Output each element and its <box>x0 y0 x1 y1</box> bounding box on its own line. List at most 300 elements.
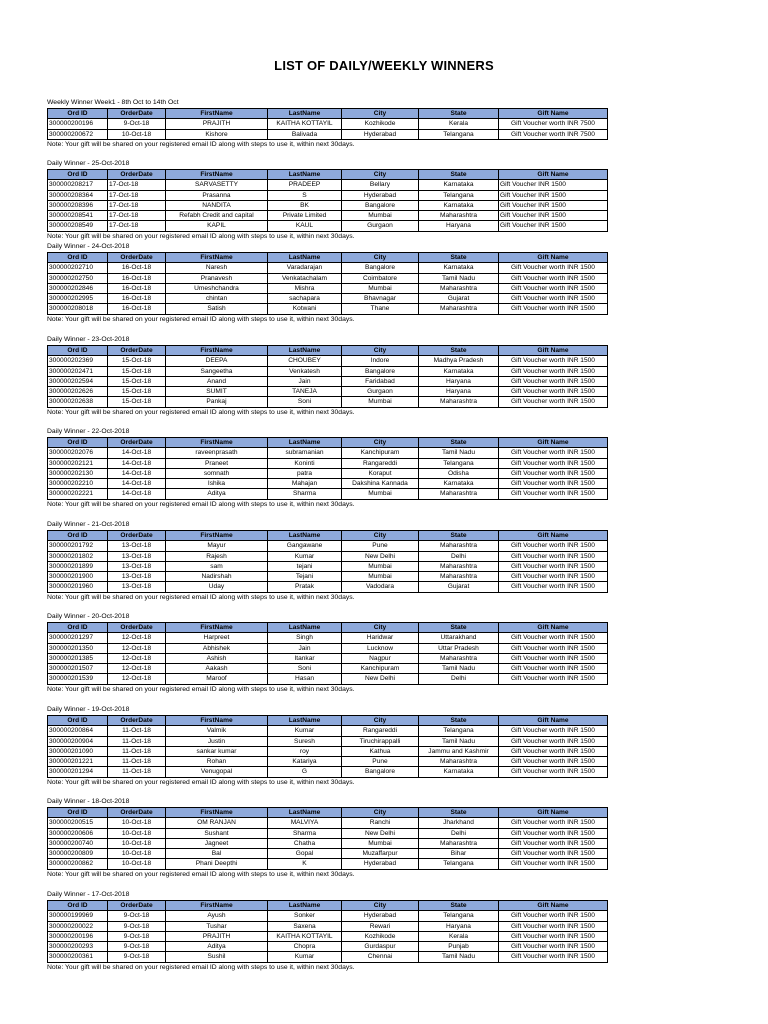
table-cell: 16-Oct-18 <box>108 263 166 273</box>
table-cell: PRAJITH <box>166 119 268 129</box>
table-cell: 10-Oct-18 <box>108 849 166 859</box>
column-header: Ord ID <box>48 109 108 119</box>
table-cell: 300000202995 <box>48 294 108 304</box>
table-cell: Kotwani <box>268 304 342 314</box>
table-cell: Gift Voucher worth INR 1500 <box>499 366 608 376</box>
column-header: FirstName <box>166 346 268 356</box>
table-cell: 300000200862 <box>48 859 108 869</box>
table-cell: Maroof <box>166 674 268 684</box>
table-cell: Gift Voucher worth INR 7500 <box>499 129 608 139</box>
winner-section <box>47 796 607 880</box>
table-row <box>48 838 608 848</box>
column-header: City <box>342 531 419 541</box>
section-note: Note: Your gift will be shared on your registered email ID along with steps to use it, within next 30days. <box>47 778 355 786</box>
table-cell: 9-Oct-18 <box>108 942 166 952</box>
table-cell: Gift Voucher worth INR 1500 <box>499 952 608 962</box>
table-cell: 300000200740 <box>48 838 108 848</box>
table-row <box>48 911 608 921</box>
column-header: OrderDate <box>108 623 166 633</box>
table-cell: Rohan <box>166 757 268 767</box>
column-header: Gift Name <box>499 109 608 119</box>
table-cell: Maharashtra <box>419 489 499 499</box>
table-cell: Bhavnagar <box>342 294 419 304</box>
table-cell: Tamil Nadu <box>419 273 499 283</box>
table-cell: NANDITA <box>166 200 268 210</box>
table-cell: Gift Voucher worth INR 1500 <box>499 448 608 458</box>
table-cell: Karnataka <box>419 180 499 190</box>
table-cell: Gift Voucher worth INR 1500 <box>499 468 608 478</box>
column-header: Gift Name <box>499 901 608 911</box>
table-cell: roy <box>268 746 342 756</box>
table-cell: TANEJA <box>268 387 342 397</box>
table-cell: Gift Voucher worth INR 1500 <box>499 458 608 468</box>
table-cell: 15-Oct-18 <box>108 376 166 386</box>
table-cell: 300000208018 <box>48 304 108 314</box>
table-cell: Karnataka <box>419 200 499 210</box>
table-cell: Gift Voucher worth INR 1500 <box>499 561 608 571</box>
table-cell: Gift Voucher worth INR 1500 <box>499 838 608 848</box>
table-cell: 300000200904 <box>48 736 108 746</box>
table-cell: Kumar <box>268 726 342 736</box>
table-cell: 15-Oct-18 <box>108 387 166 397</box>
column-header: OrderDate <box>108 716 166 726</box>
table-cell: 12-Oct-18 <box>108 643 166 653</box>
table-cell: 9-Oct-18 <box>108 119 166 129</box>
table-cell: 10-Oct-18 <box>108 818 166 828</box>
column-header: State <box>419 623 499 633</box>
header-row <box>48 808 608 818</box>
table-row <box>48 273 608 283</box>
table-cell: Koraput <box>342 468 419 478</box>
table-cell: Prasanna <box>166 190 268 200</box>
column-header: Gift Name <box>499 438 608 448</box>
header-row <box>48 170 608 180</box>
table-cell: 15-Oct-18 <box>108 366 166 376</box>
table-row <box>48 129 608 139</box>
table-row <box>48 653 608 663</box>
table-cell: Gift Voucher INR 1500 <box>499 200 608 210</box>
column-header: Gift Name <box>499 170 608 180</box>
table-cell: Muzaffarpur <box>342 849 419 859</box>
table-cell: Jagneet <box>166 838 268 848</box>
table-cell: 300000201507 <box>48 664 108 674</box>
table-cell: 300000200022 <box>48 921 108 931</box>
table-cell: BK <box>268 200 342 210</box>
table-cell: 300000208364 <box>48 190 108 200</box>
table-cell: Punjab <box>419 942 499 952</box>
table-cell: 300000202471 <box>48 366 108 376</box>
table-cell: Bangalore <box>342 263 419 273</box>
table-cell: 10-Oct-18 <box>108 828 166 838</box>
table-cell: 13-Oct-18 <box>108 582 166 592</box>
table-row <box>48 376 608 386</box>
table-row <box>48 664 608 674</box>
section-caption: Daily Winner - 18-Oct-2018 <box>47 798 130 805</box>
table-cell: Rewari <box>342 921 419 931</box>
table-cell: Rangareddi <box>342 458 419 468</box>
table-cell: raveenprasath <box>166 448 268 458</box>
table-cell: 300000200196 <box>48 931 108 941</box>
table-cell: Tiruchirappalli <box>342 736 419 746</box>
table-cell: patra <box>268 468 342 478</box>
table-cell: Itankar <box>268 653 342 663</box>
section-caption: Daily Winner - 17-Oct-2018 <box>47 891 130 898</box>
table-cell: Tamil Nadu <box>419 736 499 746</box>
column-header: LastName <box>268 346 342 356</box>
table-cell: Haridwar <box>342 633 419 643</box>
table-cell: Mumbai <box>342 489 419 499</box>
column-header: City <box>342 170 419 180</box>
table-cell: Hasan <box>268 674 342 684</box>
table-cell: 300000202369 <box>48 356 108 366</box>
table-cell: Maharashtra <box>419 561 499 571</box>
table-cell: Kozhikode <box>342 931 419 941</box>
table-row <box>48 561 608 571</box>
table-cell: Phani Deepthi <box>166 859 268 869</box>
column-header: Ord ID <box>48 623 108 633</box>
table-cell: Justin <box>166 736 268 746</box>
table-cell: Maharashtra <box>419 211 499 221</box>
column-header: LastName <box>268 808 342 818</box>
table-cell: Telangana <box>419 129 499 139</box>
column-header: Gift Name <box>499 346 608 356</box>
winner-section <box>47 611 607 695</box>
table-cell: subramanian <box>268 448 342 458</box>
table-cell: Jammu and Kashmir <box>419 746 499 756</box>
section-caption: Daily Winner - 24-Oct-2018 <box>47 243 130 250</box>
table-cell: Sushant <box>166 828 268 838</box>
header-row <box>48 109 608 119</box>
table-cell: Indore <box>342 356 419 366</box>
table-cell: Gift Voucher worth INR 7500 <box>499 119 608 129</box>
table-cell: Telangana <box>419 726 499 736</box>
table-row <box>48 448 608 458</box>
table-cell: Hyderabad <box>342 129 419 139</box>
table-cell: Varadarajan <box>268 263 342 273</box>
table-cell: Odisha <box>419 468 499 478</box>
winners-table <box>47 715 608 778</box>
column-header: LastName <box>268 438 342 448</box>
table-cell: Mumbai <box>342 838 419 848</box>
column-header: City <box>342 716 419 726</box>
table-row <box>48 468 608 478</box>
column-header: OrderDate <box>108 901 166 911</box>
table-cell: Pune <box>342 757 419 767</box>
column-header: LastName <box>268 623 342 633</box>
table-cell: Tamil Nadu <box>419 448 499 458</box>
table-row <box>48 767 608 777</box>
table-cell: Chennai <box>342 952 419 962</box>
table-cell: Hyderabad <box>342 911 419 921</box>
table-cell: Pranavesh <box>166 273 268 283</box>
column-header: City <box>342 253 419 263</box>
table-cell: 300000201539 <box>48 674 108 684</box>
table-cell: Soni <box>268 397 342 407</box>
table-cell: Telangana <box>419 458 499 468</box>
table-cell: 16-Oct-18 <box>108 273 166 283</box>
table-cell: Gopal <box>268 849 342 859</box>
table-cell: Aakash <box>166 664 268 674</box>
table-row <box>48 304 608 314</box>
table-row <box>48 458 608 468</box>
table-cell: Gurgaon <box>342 221 419 231</box>
table-cell: Kozhikode <box>342 119 419 129</box>
table-cell: CHOUBEY <box>268 356 342 366</box>
table-cell: 300000200606 <box>48 828 108 838</box>
table-row <box>48 942 608 952</box>
table-row <box>48 119 608 129</box>
column-header: FirstName <box>166 716 268 726</box>
table-cell: 14-Oct-18 <box>108 468 166 478</box>
table-cell: Sharma <box>268 828 342 838</box>
table-cell: 300000202221 <box>48 489 108 499</box>
table-cell: Gift Voucher INR 1500 <box>499 190 608 200</box>
table-cell: Mumbai <box>342 283 419 293</box>
column-header: FirstName <box>166 808 268 818</box>
column-header: FirstName <box>166 531 268 541</box>
table-cell: 13-Oct-18 <box>108 561 166 571</box>
table-cell: 9-Oct-18 <box>108 911 166 921</box>
table-cell: 11-Oct-18 <box>108 746 166 756</box>
table-cell: Bangalore <box>342 767 419 777</box>
table-cell: Saxena <box>268 921 342 931</box>
table-cell: Ishika <box>166 479 268 489</box>
table-cell: Gujarat <box>419 294 499 304</box>
winners-table <box>47 900 608 963</box>
table-cell: Gift Voucher worth INR 1500 <box>499 489 608 499</box>
table-cell: New Delhi <box>342 674 419 684</box>
table-row <box>48 818 608 828</box>
header-row <box>48 346 608 356</box>
table-cell: Maharashtra <box>419 757 499 767</box>
table-row <box>48 849 608 859</box>
table-cell: MALVIYA <box>268 818 342 828</box>
table-cell: KAPIL <box>166 221 268 231</box>
table-cell: KAITHA KOTTAYIL <box>268 931 342 941</box>
table-cell: Tamil Nadu <box>419 664 499 674</box>
table-cell: KAUL <box>268 221 342 231</box>
table-cell: Kanchipuram <box>342 448 419 458</box>
table-cell: 300000202638 <box>48 397 108 407</box>
table-cell: Gift Voucher worth INR 1500 <box>499 942 608 952</box>
table-cell: 300000201899 <box>48 561 108 571</box>
table-cell: 300000200196 <box>48 119 108 129</box>
table-cell: 12-Oct-18 <box>108 674 166 684</box>
table-cell: Telangana <box>419 911 499 921</box>
table-cell: Gangawane <box>268 541 342 551</box>
table-cell: Kerala <box>419 931 499 941</box>
table-cell: S <box>268 190 342 200</box>
table-cell: Jharkhand <box>419 818 499 828</box>
table-cell: Haryana <box>419 921 499 931</box>
table-cell: Jain <box>268 643 342 653</box>
section-caption: Daily Winner - 20-Oct-2018 <box>47 613 130 620</box>
table-cell: 13-Oct-18 <box>108 541 166 551</box>
table-cell: 300000202750 <box>48 273 108 283</box>
table-cell: Pune <box>342 541 419 551</box>
winner-section <box>47 889 607 973</box>
winners-table <box>47 622 608 685</box>
table-cell: Gift Voucher worth INR 1500 <box>499 746 608 756</box>
table-cell: Karnataka <box>419 479 499 489</box>
header-row <box>48 531 608 541</box>
table-row <box>48 952 608 962</box>
winner-section <box>47 97 607 150</box>
table-cell: Rajesh <box>166 551 268 561</box>
header-row <box>48 253 608 263</box>
table-row <box>48 397 608 407</box>
table-cell: somnath <box>166 468 268 478</box>
table-cell: 300000201792 <box>48 541 108 551</box>
winner-section <box>47 241 607 325</box>
table-cell: 300000202594 <box>48 376 108 386</box>
table-cell: 16-Oct-18 <box>108 283 166 293</box>
table-cell: Naresh <box>166 263 268 273</box>
table-cell: tejani <box>268 561 342 571</box>
table-cell: Maharashtra <box>419 397 499 407</box>
table-cell: 300000201960 <box>48 582 108 592</box>
table-cell: 300000201297 <box>48 633 108 643</box>
section-note: Note: Your gift will be shared on your registered email ID along with steps to use it, within next 30days. <box>47 315 355 323</box>
table-cell: Praneet <box>166 458 268 468</box>
winner-section <box>47 519 607 603</box>
winners-table <box>47 807 608 870</box>
table-cell: 300000202710 <box>48 263 108 273</box>
table-cell: 11-Oct-18 <box>108 726 166 736</box>
section-caption: Daily Winner - 19-Oct-2018 <box>47 706 130 713</box>
table-cell: Kerala <box>419 119 499 129</box>
table-cell: Suresh <box>268 736 342 746</box>
section-note: Note: Your gift will be shared on your registered email ID along with steps to use it, within next 30days. <box>47 963 355 971</box>
table-cell: Gift Voucher worth INR 1500 <box>499 736 608 746</box>
table-cell: Faridabad <box>342 376 419 386</box>
column-header: OrderDate <box>108 253 166 263</box>
winner-section <box>47 704 607 788</box>
column-header: City <box>342 623 419 633</box>
table-cell: Gift Voucher worth INR 1500 <box>499 633 608 643</box>
table-cell: Haryana <box>419 221 499 231</box>
table-cell: Anand <box>166 376 268 386</box>
column-header: LastName <box>268 531 342 541</box>
table-cell: 300000200864 <box>48 726 108 736</box>
table-cell: Bihar <box>419 849 499 859</box>
column-header: FirstName <box>166 901 268 911</box>
table-cell: Nadirshah <box>166 572 268 582</box>
table-cell: Refabh Credit and capital <box>166 211 268 221</box>
section-note: Note: Your gift will be shared on your registered email ID along with steps to use it, within next 30days. <box>47 408 355 416</box>
column-header: OrderDate <box>108 808 166 818</box>
table-cell: 14-Oct-18 <box>108 479 166 489</box>
table-cell: Gift Voucher worth INR 1500 <box>499 283 608 293</box>
table-cell: 300000201350 <box>48 643 108 653</box>
table-cell: Telangana <box>419 190 499 200</box>
table-cell: Koninti <box>268 458 342 468</box>
table-cell: Gift Voucher worth INR 1500 <box>499 304 608 314</box>
table-cell: Umeshchandra <box>166 283 268 293</box>
table-cell: Delhi <box>419 551 499 561</box>
column-header: State <box>419 716 499 726</box>
section-note: Note: Your gift will be shared on your registered email ID along with steps to use it, within next 30days. <box>47 232 355 240</box>
table-cell: Maharashtra <box>419 283 499 293</box>
winners-table <box>47 437 608 500</box>
table-cell: Pratak <box>268 582 342 592</box>
table-row <box>48 633 608 643</box>
table-cell: 300000208541 <box>48 211 108 221</box>
table-cell: 300000202626 <box>48 387 108 397</box>
column-header: FirstName <box>166 109 268 119</box>
table-cell: Chopra <box>268 942 342 952</box>
table-cell: Maharashtra <box>419 304 499 314</box>
table-cell: Harpreet <box>166 633 268 643</box>
column-header: LastName <box>268 901 342 911</box>
table-cell: 9-Oct-18 <box>108 952 166 962</box>
table-row <box>48 859 608 869</box>
section-caption: Daily Winner - 21-Oct-2018 <box>47 521 130 528</box>
table-cell: 300000208549 <box>48 221 108 231</box>
section-note: Note: Your gift will be shared on your registered email ID along with steps to use it, within next 30days. <box>47 593 355 601</box>
table-row <box>48 541 608 551</box>
table-cell: PRADEEP <box>268 180 342 190</box>
table-cell: DEEPA <box>166 356 268 366</box>
winners-table <box>47 169 608 232</box>
table-cell: Mumbai <box>342 572 419 582</box>
section-note: Note: Your gift will be shared on your registered email ID along with steps to use it, within next 30days. <box>47 685 355 693</box>
table-cell: G <box>268 767 342 777</box>
table-cell: Mumbai <box>342 561 419 571</box>
column-header: City <box>342 346 419 356</box>
table-cell: OM RANJAN <box>166 818 268 828</box>
table-cell: Haryana <box>419 376 499 386</box>
table-cell: Nagpur <box>342 653 419 663</box>
table-row <box>48 674 608 684</box>
table-cell: New Delhi <box>342 551 419 561</box>
table-row <box>48 180 608 190</box>
table-cell: 300000202846 <box>48 283 108 293</box>
table-cell: Gift Voucher INR 1500 <box>499 221 608 231</box>
table-row <box>48 828 608 838</box>
header-row <box>48 901 608 911</box>
column-header: City <box>342 438 419 448</box>
table-cell: Gift Voucher worth INR 1500 <box>499 376 608 386</box>
table-row <box>48 366 608 376</box>
column-header: Gift Name <box>499 253 608 263</box>
table-cell: Valmik <box>166 726 268 736</box>
table-cell: Gift Voucher worth INR 1500 <box>499 541 608 551</box>
table-cell: 300000202210 <box>48 479 108 489</box>
column-header: City <box>342 901 419 911</box>
table-cell: Uttar Pradesh <box>419 643 499 653</box>
column-header: State <box>419 531 499 541</box>
table-row <box>48 489 608 499</box>
table-cell: Gift Voucher worth INR 1500 <box>499 911 608 921</box>
table-cell: 16-Oct-18 <box>108 304 166 314</box>
column-header: Ord ID <box>48 253 108 263</box>
table-cell: Kishore <box>166 129 268 139</box>
table-cell: Venkatachalam <box>268 273 342 283</box>
table-cell: Coimbatore <box>342 273 419 283</box>
header-row <box>48 623 608 633</box>
table-cell: Gift Voucher worth INR 1500 <box>499 582 608 592</box>
table-cell: Gift Voucher worth INR 1500 <box>499 664 608 674</box>
table-row <box>48 221 608 231</box>
table-cell: sachapara <box>268 294 342 304</box>
section-caption: Daily Winner - 23-Oct-2018 <box>47 336 130 343</box>
table-cell: 17-Oct-18 <box>108 200 166 210</box>
column-header: Ord ID <box>48 901 108 911</box>
header-row <box>48 716 608 726</box>
table-cell: 300000201090 <box>48 746 108 756</box>
table-row <box>48 190 608 200</box>
